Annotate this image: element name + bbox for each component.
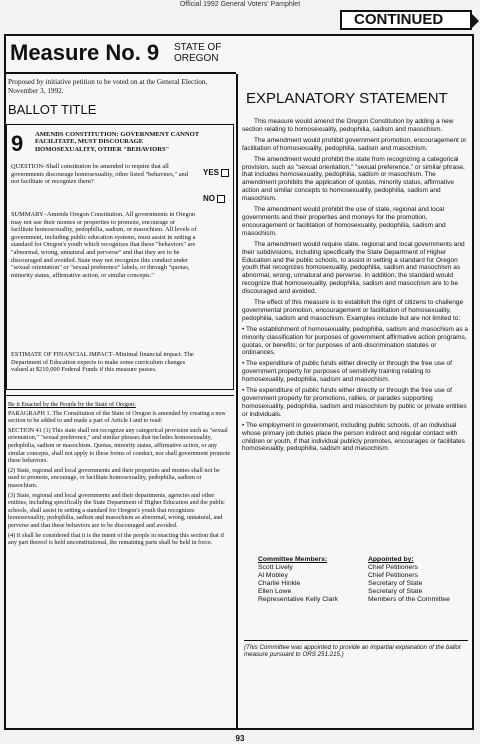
proposal-text: Proposed by initiative petition to be voted on at the General Election, November 3, 1992. <box>8 78 208 95</box>
committee-footnote: (This Committee was appointed to provide an impartial explanation of the ballot measure pursuant to ORS 251.215.) <box>244 640 468 659</box>
column-divider <box>236 74 238 728</box>
yes-option[interactable] <box>203 168 229 177</box>
measure-state: STATE OF OREGON <box>174 42 222 64</box>
ballot-title-heading: BALLOT TITLE <box>8 102 97 117</box>
no-label: NO <box>203 194 215 203</box>
pamphlet-header: Official 1992 General Voters' Pamphlet <box>179 1 301 8</box>
ballot-caption: AMENDS CONSTITUTION: GOVERNMENT CANNOT FACILITATE, MUST DISCOURAGE HOMOSEXUALITY, OTHER "BEHAVIORS" <box>35 131 200 153</box>
arrow-right-icon <box>471 13 479 29</box>
member-name: Al Mobley <box>258 572 288 579</box>
member-name: Scott Lively <box>258 564 293 571</box>
members-column <box>258 556 338 604</box>
ballot-box <box>6 124 234 390</box>
continued-banner <box>340 10 472 30</box>
ballot-question: QUESTION–Shall constitution be amended to require that all governments discourage homosexuality, other listed "behaviors," and not facilitate or recognize them? <box>11 163 188 186</box>
page-number: 93 <box>235 734 245 743</box>
explanatory-heading: EXPLANATORY STATEMENT <box>246 90 448 107</box>
members-header: Committee Members: <box>258 556 328 563</box>
appointed-by: Members of the Committee <box>368 596 450 603</box>
measure-header <box>4 34 236 74</box>
explanatory-statement <box>242 118 470 456</box>
explanatory-bullet: • The expenditure of public funds either directly or through the free use of government property for promotions, rallies, or parades supporting homosexuality, pedophilia, sadism and masochism by public or private entities or individuals. <box>242 387 467 418</box>
no-checkbox[interactable] <box>217 195 225 203</box>
member-name: Representative Kelly Clark <box>258 596 339 603</box>
yes-label: YES <box>203 168 220 177</box>
explanatory-paragraph: The amendment would require state, regional and local governments and their subdivisions, including specifically the State Department of Higher Education and the public schools, to assist in setting a standard for Oregon youth that recognizes homosexuality, pedophilia, sadism and masochism as abnormal, wrong, unnatural and perverse. In addition, the standard would recognize that homosexuality, pedophilia, sadism and masochism are to be discouraged and avoided. <box>242 240 465 296</box>
no-option[interactable] <box>203 194 225 203</box>
explanatory-bullet: • The establishment of homosexuality, pedophilia, sadism and masochism as a minority classification for purposes of government affirmative action programs, quotas, or benefits; or for purposes of anti-discrimination statutes or ordinances. <box>242 325 469 357</box>
explanatory-paragraph: The effect of this measure is to establish the right of citizens to challenge governmental promotion, encouragement or facilitation of homosexuality, pedophilia, sadism and masochism. Examples include but are not limited to: <box>242 299 464 322</box>
ballot-summary: SUMMARY–Amends Oregon Constitution. All governments in Oregon may not use their monies or properties to promote, encourage or facilitate homosexuality, pedophilia, sadism, or masochism. All levels of government, including public education systems, must assist in setting a standard for Oregon's youth which recognizes that these "behaviors" are "abnormal, wrong, unnatural and perverse" and that they are to be discouraged and avoided. State may not recognize this conduct under "sexual orientation" or "sexual preference" labels, or through "quotas, minority status, affirmative action, or similar concepts." <box>11 211 197 279</box>
measure-title: Measure No. 9 <box>10 40 160 65</box>
appointed-by: Secretary of State <box>368 580 423 587</box>
section-41-4: (4) It shall be considered that it is the intent of the people in enacting this section that if any part thereof is held unconstitutional, the remaining parts shall be held in force. <box>8 531 225 547</box>
section-41-2: (2) State, regional and local governments and their properties and monies shall not be used to promote, encourage, or facilitate homosexuality, pedophilia, sadism or masochism. <box>8 466 220 489</box>
appointed-by: Chief Petitioners <box>368 564 418 571</box>
appointed-by: Secretary of State <box>368 588 423 595</box>
appointed-by: Chief Petitioners <box>368 572 418 579</box>
continued-label: CONTINUED <box>354 11 444 28</box>
ballot-fiscal-impact: ESTIMATE OF FINANCIAL IMPACT–Minimal financial impact. The Department of Education expects to make some curriculum changes valued at $210,000 Federal Funds if this measure passes. <box>11 351 194 374</box>
enacting-clause: Be it Enacted by the People by the State of Oregon: <box>8 401 136 408</box>
measure-text <box>8 401 232 549</box>
member-name: Charlie Hinkle <box>258 580 301 587</box>
paragraph-1: PARAGRAPH 1. The Constitution of the State of Oregon is amended by creating a new section to be added to and made a part of Article I and to read: <box>8 409 226 425</box>
explanatory-paragraph: The amendment would prohibit the state from recognizing a categorical provision, such as "sexual orientation," "sexual preference," or similar phrase, that includes homosexuality, pedophilia, sadism or masochism. The amendment prohibits the application of quotas, minority status, affirmative action and similar concepts to homosexuality, pedophilia, sadism and masochism. <box>242 155 465 203</box>
section-separator <box>6 395 234 396</box>
ballot-number: 9 <box>11 131 24 156</box>
explanatory-paragraph: This measure would amend the Oregon Constitution by adding a new section relating to homosexuality, pedophilia, sadism and masochism. <box>242 118 454 133</box>
explanatory-bullet: • The expenditure of public funds either directly or through the free use of government property for purposes of sensitivity training relating to homosexuality, pedophilia, sadism and masochism. <box>242 360 452 384</box>
section-41-1: SECTION 41 (1) This state shall not recognize any categorical provision such as "sexual orientation," "sexual preference," and similar phrases that includes homosexuality, pedophilia, sadism or masochism. Quotas, minority status, affirmative action, or any similar concepts, shall not apply to these forms of conduct, nor shall government promote these behaviors. <box>8 426 231 465</box>
explanatory-paragraph: The amendment would prohibit the use of state, regional and local governments and their properties and moneys for the promotion, encouragement or facilitation of homosexuality, pedophilia, sadism and masochism. <box>242 206 446 237</box>
explanatory-paragraph: The amendment would prohibit government promotion, encouragement or facilitation of homosexuality, pedophilia, sadism and masochism. <box>242 136 467 152</box>
yes-checkbox[interactable] <box>221 169 229 177</box>
appointed-header: Appointed by: <box>368 556 414 563</box>
section-41-3: (3) State, regional and local governments and their departments, agencies and other entities, including specifically the State Department of Higher Education and the public schools, shall assist in setting a standard for Oregon's youth that recognizes homosexuality, pedophilia, sadism and masochism as abnormal, wrong, unnatural, and perverse and that these behaviors are to be discouraged and avoided. <box>8 491 225 529</box>
member-name: Ellen Lowe <box>258 588 292 595</box>
explanatory-bullet: • The employment in government, including public schools, of an individual whose primary job duties place the person indirect and regular contact with children or youth, if that individual publicly promotes, encourages or facilitates homosexuality, pedophilia, sadism and masochism. <box>242 421 465 453</box>
appointed-column <box>368 556 450 604</box>
